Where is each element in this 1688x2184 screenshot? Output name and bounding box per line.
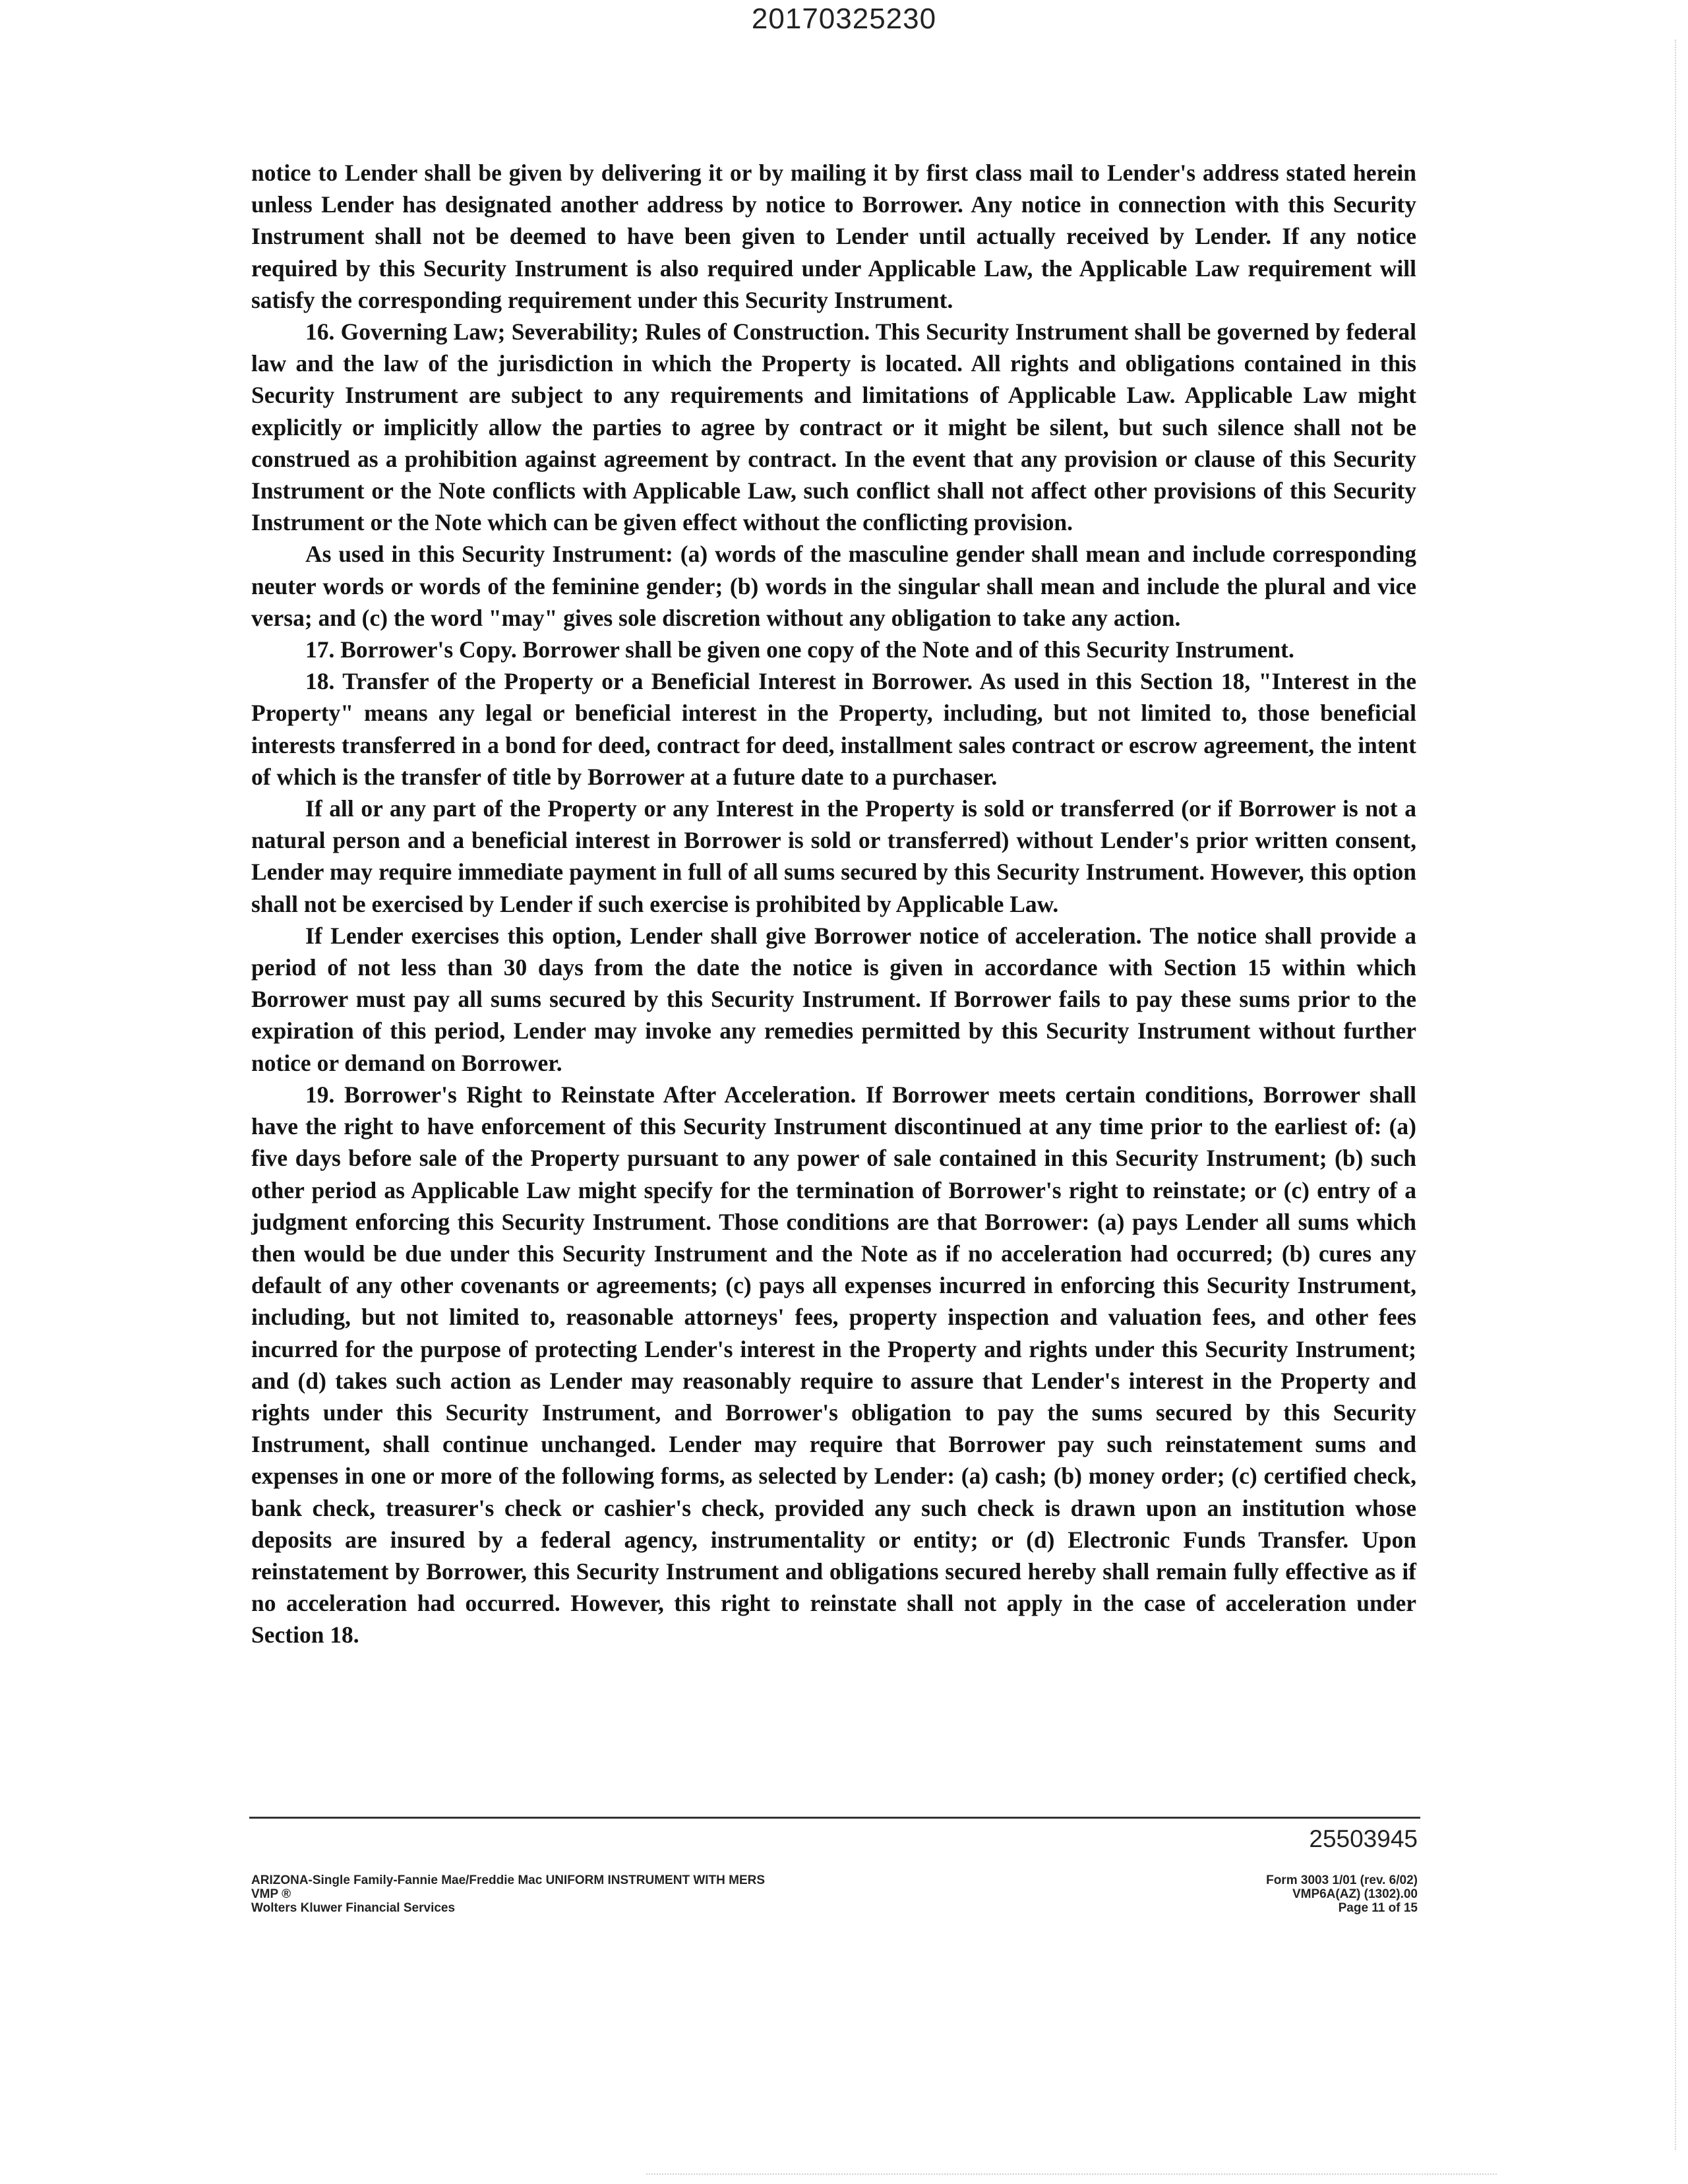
document-body: [251, 157, 1416, 1651]
paragraph-section-17: 17. Borrower's Copy. Borrower shall be given one copy of the Note and of this Security Instrument.: [305, 636, 1294, 663]
paragraph-section-18: 18. Transfer of the Property or a Beneficial Interest in Borrower. As used in this Section 18, "Interest in the Property" means any legal or beneficial interest in the Property, including, but not limited to, those beneficial interests transferred in a bond for deed, contract for deed, installment sales contract or escrow agreement, the intent of which is the transfer of title by Borrower at a future date to a purchaser.: [251, 668, 1416, 790]
scan-bottom-marks: [646, 2173, 1497, 2175]
page-number: Page 11 of 15: [1338, 1901, 1418, 1915]
paragraph-section-19: 19. Borrower's Right to Reinstate After Acceleration. If Borrower meets certain conditions, Borrower shall have the right to have enforcement of this Security Instrument discontinued at any time prior to the earliest of: (a) five days before sale of the Property pursuant to any power of sale contained in this Security Instrument; (b) such other period as Applicable Law might specify for the termination of Borrower's right to reinstate; or (c) entry of a judgment enforcing this Security Instrument. Those conditions are that Borrower: (a) pays Lender all sums which then would be due under this Security Instrument and the Note as if no acceleration had occurred; (b) cures any default of any other covenants or agreements; (c) pays all expenses incurred in enforcing this Security Instrument, including, but not limited to, reasonable attorneys' fees, property inspection and valuation fees, and other fees incurred for the purpose of protecting Lender's interest in the Property and rights under this Security Instrument; and (d) takes such action as Lender may reasonably require to assure that Lender's interest in the Property and rights under this Security Instrument, and Borrower's obligation to pay the sums secured by this Security Instrument, shall continue unchanged. Lender may require that Borrower pay such reinstatement sums and expenses in one or more of the following forms, as selected by Lender: (a) cash; (b) money order; (c) certified check, bank check, treasurer's check or cashier's check, provided any such check is drawn upon an institution whose deposits are insured by a federal agency, instrumentality or entity; or (d) Electronic Funds Transfer. Upon reinstatement by Borrower, this Security Instrument and obligations secured hereby shall remain fully effective as if no acceleration had occurred. However, this right to reinstate shall not apply in the case of acceleration under Section 18.: [251, 1081, 1416, 1649]
paragraph-section-16: 16. Governing Law; Severability; Rules of Construction. This Security Instrument shall be governed by federal law and the law of the jurisdiction in which the Property is located. All rights and obligations contained in this Security Instrument are subject to any requirements and limitations of Applicable Law. Applicable Law might explicitly or implicitly allow the parties to agree by contract or it might be silent, but such silence shall not be construed as a prohibition against agreement by contract. In the event that any provision or clause of this Security Instrument or the Note conflicts with Applicable Law, such conflict shall not affect other provisions of this Security Instrument or the Note which can be given effect without the conflicting provision.: [251, 318, 1416, 536]
paragraph-section-18-transfer: If all or any part of the Property or any Interest in the Property is sold or transferred (or if Borrower is not a natural person and a beneficial interest in Borrower is sold or transferred) without Lender's prior written consent, Lender may require immediate payment in full of all sums secured by this Security Instrument. However, this option shall not be exercised by Lender if such exercise is prohibited by Applicable Law.: [251, 795, 1416, 917]
instrument-title: ARIZONA-Single Family-Fannie Mae/Freddie Mac UNIFORM INSTRUMENT WITH MERS: [251, 1873, 766, 1887]
vmp-mark: VMP ®: [251, 1887, 291, 1901]
loan-number: 25503945: [1309, 1825, 1418, 1852]
footer-form-info: [1266, 1873, 1418, 1915]
footer-instrument-info: [251, 1873, 765, 1915]
form-code: VMP6A(AZ) (1302).00: [1292, 1887, 1418, 1901]
form-number: Form 3003 1/01 (rev. 6/02): [1266, 1873, 1418, 1887]
paragraph-construction-rules: As used in this Security Instrument: (a) words of the masculine gender shall mean and include corresponding neuter words or words of the feminine gender; (b) words in the singular shall mean and include the plural and vice versa; and (c) the word "may" gives sole discretion without any obligation to take any action.: [251, 541, 1416, 631]
footer-divider: [249, 1817, 1420, 1819]
paragraph-notice-continued: notice to Lender shall be given by delivering it or by mailing it by first class mail to Lender's address stated herein unless Lender has designated another address by notice to Borrower. Any notice in connection with this Security Instrument shall not be deemed to have been given to Lender until actually received by Lender. If any notice required by this Security Instrument is also required under Applicable Law, the Applicable Law requirement will satisfy the corresponding requirement under this Security Instrument.: [251, 160, 1416, 313]
paragraph-section-18-acceleration: If Lender exercises this option, Lender shall give Borrower notice of acceleration. The notice shall provide a period of not less than 30 days from the date the notice is given in accordance with Section 15 within which Borrower must pay all sums secured by this Security Instrument. If Borrower fails to pay these sums prior to the expiration of this period, Lender may invoke any remedies permitted by this Security Instrument without further notice or demand on Borrower.: [251, 922, 1416, 1076]
recording-number: 20170325230: [751, 3, 937, 35]
publisher-name: Wolters Kluwer Financial Services: [251, 1901, 456, 1915]
scan-edge-marks: [1667, 40, 1676, 2150]
